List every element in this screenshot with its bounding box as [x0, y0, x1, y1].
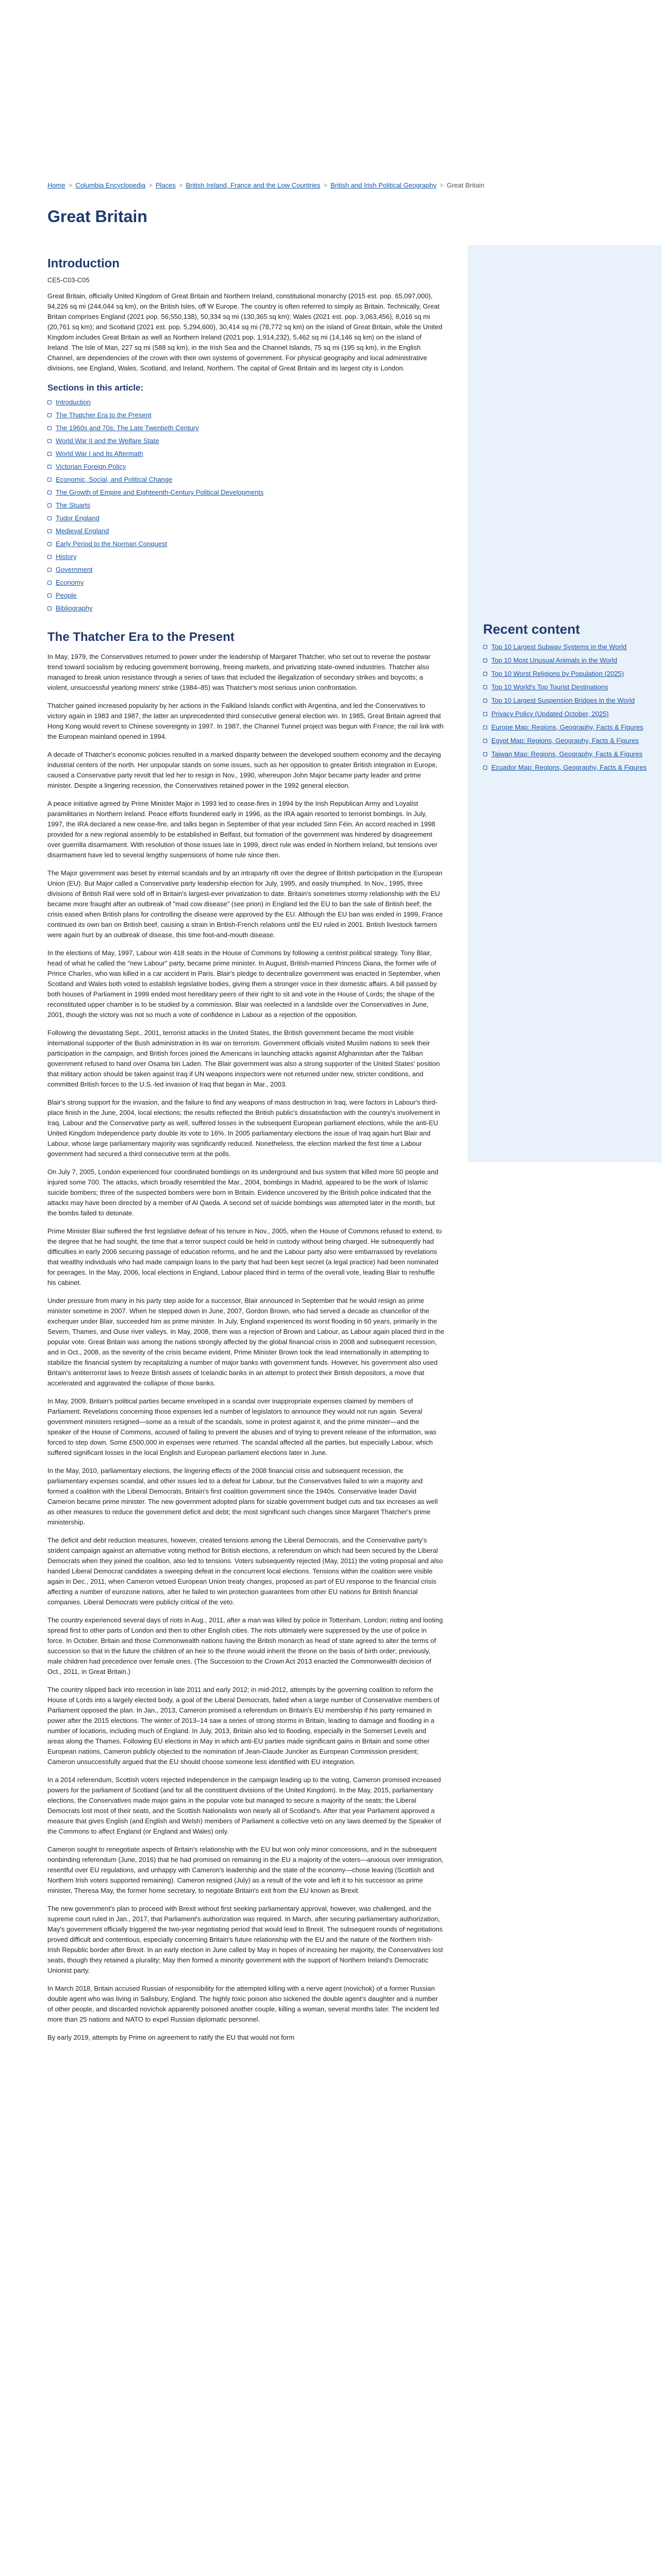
breadcrumb-separator: >	[323, 181, 327, 189]
table-of-contents	[47, 383, 444, 614]
bullet-icon	[47, 606, 52, 611]
bullet-icon	[47, 452, 52, 456]
toc-item	[47, 513, 444, 523]
breadcrumb-separator: >	[148, 181, 153, 189]
toc-link[interactable]: Government	[56, 566, 93, 573]
toc-item	[47, 500, 444, 511]
toc-list	[47, 397, 444, 614]
article-paragraph: By early 2019, attempts by Prime on agreement to ratify the EU that would not form	[47, 2033, 295, 2041]
recent-item	[483, 709, 653, 719]
introduction-section	[47, 257, 444, 374]
toc-link[interactable]: Victorian Foreign Policy	[56, 463, 126, 470]
article-code: CE5-C03-C05	[47, 276, 90, 284]
toc-link[interactable]: The Stuarts	[56, 501, 91, 509]
article-paragraph: Cameron sought to renegotiate aspects of Britain's relationship with the EU but won only minor concessions, and in the subsequent nonbinding referendum (June, 2016) that he had promised on remaining in the EU a majority of the voters—anxious over immigration, resentful over EU regulations, and unhappy with Cameron's leadership and the state of the economy—chose leaving (Scottish and Northern Irish voters supported remaining). Cameron resigned (July) as a result of the vote and left it to his successor as prime minister, Theresa May, the former home secretary, to negotiate Britain's exit from the EU known as Brexit.	[47, 1845, 444, 1894]
recent-item	[483, 763, 653, 772]
breadcrumb-home[interactable]: Home	[47, 181, 65, 189]
recent-item-link[interactable]: Top 10 World's Top Tourist Destinations	[491, 683, 608, 691]
recent-item-link[interactable]: Top 10 Most Unusual Animals in the World	[491, 656, 617, 664]
breadcrumb	[47, 180, 615, 191]
article-paragraph: In a 2014 referendum, Scottish voters rejected independence in the campaign leading up to the voting, Cameron promised increased powers for the parliament of Scotland (and for all the constituent divisions of the United Kingdom). In the May, 2015, parliamentary elections, the Conservatives made major gains in the popular vote but managed to secure a majority of the seats; the Liberal Democrats lost most of their seats, and the Scottish Nationalists won nearly all of Scotland's. After that year Parliament approved a measure that gives English (and English and Welsh) members of Parliament a collective veto on any laws deemed by the Speaker of the Commons to affect England (or England and Wales) only.	[47, 1776, 441, 1835]
recent-item-link[interactable]: Taiwan Map: Regions, Geography, Facts & Figures	[491, 750, 643, 758]
bullet-icon	[47, 400, 52, 404]
thatcher-era-section	[47, 628, 444, 2043]
article-paragraph: In March 2018, Britain accused Russian of responsibility for the attempted killing with a nerve agent (novichok) of a former Russian double agent who was living in Salisbury, England. The highly toxic poison also sickened the double agent's daughter and a number of other people, and discarded novichok apparently poisoned another couple, killing a woman, several months later. The incident led more than 25 nations and NATO to expel Russian diplomatic personnel.	[47, 1985, 439, 2023]
article-paragraph: The country slipped back into recession in late 2011 and early 2012; in mid-2012, attempts by the governing coalition to reform the House of Lords into a largely elected body, a goal of the Liberal Democrats, failed when a large number of Conservative members of Parliament opposed the plan. In Jan., 2013, Cameron promised a referendum on Britain's EU membership if his party remained in power after the 2015 elections. The winter of 2013–14 saw a series of strong storms in Britain, leading to damage and flooding in a number of locations, including much of England. In July, 2013, Britain also led to flooding, especially in the Somerset Levels and areas along the Thames. Following EU elections in May in which anti-EU parties made significant gains in Britain and some other European nations, Cameron publicly objected to the nomination of Jean-Claude Juncker as European Commission president; Cameron unsuccessfully argued that the EU should choose someone less identified with EU integration.	[47, 1686, 439, 1766]
article-paragraph: In May, 1979, the Conservatives returned to power under the leadership of Margaret Thatcher, who set out to reverse the postwar trend toward socialism by reducing government borrowing, freeing markets, and privatizing state-owned industries. Thatcher also managed to break union resistance through a series of laws that included the illegalization of secondary strikes and boycotts; a violent, unsuccessful yearlong miners' strike (1984–85) was Thatcher's most serious union confrontation.	[47, 653, 431, 691]
breadcrumb-separator: >	[178, 181, 183, 189]
breadcrumb-encyclopedia[interactable]: Columbia Encyclopedia	[75, 181, 146, 189]
bullet-icon	[47, 413, 52, 417]
bullet-icon	[47, 465, 52, 469]
bullet-icon	[47, 555, 52, 559]
toc-item	[47, 423, 444, 433]
bullet-icon	[483, 739, 487, 743]
bullet-icon	[483, 725, 487, 730]
article-paragraph: The new government's plan to proceed with Brexit without first seeking parliamentary approval, however, was challenged, and the supreme court ruled in Jan., 2017, that Parliament's authorization was required. In March, after securing parliamentary authorization, May's government officially triggered the two-year negotiating period that would lead to Brexit. The subsequent rounds of negotiations proved difficult and contentious, especially concerning Britain's future relationship with the EU and the nature of the Northern Irish-Irish Republic border after Brexit. In an early election in June called by May in hopes of increasing her majority, the Conservatives lost seats, though they retained a plurality; May then formed a minority government with the support of Northern Ireland's Democratic Unionist party.	[47, 1905, 443, 1974]
bullet-icon	[483, 645, 487, 649]
breadcrumb-region[interactable]: British Ireland, France and the Low Countries	[186, 181, 321, 189]
recent-item-link[interactable]: Ecuador Map: Regions, Geography, Facts & Figures	[491, 764, 647, 771]
article-paragraph: The Major government was beset by internal scandals and by an intraparty rift over the degree of British participation in the European Union (EU). But Major called a Conservative party leadership election for July, 1995, and easily triumphed. In Nov., 1995, three divisions of British Rail were sold off in Britain's largest-ever privatization to date. Britain's sometimes stormy relationship with the EU became more fraught after an outbreak of "mad cow disease" (see prion) in England led the EU to ban the sale of British beef; the crisis eased when British plans for controlling the disease were approved by the EU. Although the EU ban was ended in 1999, France continued its own ban on British beef, causing a strain in British-French relations until the EU ruled in 2001. British livestock farmers were again hurt by an outbreak of disease, this time foot-and-mouth disease.	[47, 869, 443, 939]
toc-link[interactable]: Economy	[56, 579, 84, 586]
toc-link[interactable]: Bibliography	[56, 604, 93, 612]
recent-content-list	[483, 642, 653, 772]
article-paragraph: In the May, 2010, parliamentary elections, the lingering effects of the 2008 financial crisis and subsequent recession, the parliamentary expenses scandal, and other issues led to a defeat for Labour, but the Conservatives failed to win a majority and formed a coalition with the Liberal Democrats, Britain's first coalition government since the 1940s. Conservative leader David Cameron became prime minister. The new government adopted plans for sizable government budget cuts and tax increases as well as other measures to reduce the government deficit and debt; the most significant such changes since Margaret Thatcher's prime ministership.	[47, 1467, 438, 1526]
breadcrumb-political-geography[interactable]: British and Irish Political Geography	[330, 181, 437, 189]
toc-item	[47, 436, 444, 446]
toc-item	[47, 397, 444, 408]
toc-link[interactable]: The Thatcher Era to the Present	[56, 411, 152, 419]
bullet-icon	[47, 581, 52, 585]
recent-item	[483, 696, 653, 705]
article-body	[47, 257, 444, 2050]
toc-item	[47, 487, 444, 498]
article-paragraph: In May, 2009, Britain's political parties became enveloped in a scandal over inappropriate expenses claimed by members of Parliament. Revelations concerning those expenses led a number of legislators to announce they would not run again. Several government ministers resigned—some as a result of the scandals, some in protest against it, and the prime minister—and the speaker of the House of Commons, accused of failing to prevent the abuses and of trying to prevent release of the information, was forced to step down. Some £500,000 in expenses were returned. The scandal affected all the parties, but especially Labour, which suffered significant losses in the local English and European parliament elections later in June.	[47, 1397, 437, 1456]
toc-link[interactable]: The Growth of Empire and Eighteenth-Century Political Developments	[56, 488, 264, 496]
toc-item	[47, 449, 444, 459]
article-paragraph: Following the devastating Sept., 2001, terrorist attacks in the United States, the British government became the most visible international supporter of the Bush administration in its war on terrorism. Government officials visited Muslim nations to seek their participation in the campaign, and British forces joined the Americans in launching attacks against Afghanistan after the Taliban government refused to hand over Osama bin Laden. The Blair government was also a strong supporter of the United States' position that military action should be taken against Iraq if UN weapons inspectors were not returned under new, stricter conditions, and committed British forces to the U.S.-led invasion of Iraq that began in Mar., 2003.	[47, 1029, 440, 1088]
toc-heading: Sections in this article:	[47, 383, 144, 393]
article-paragraph: Blair's strong support for the invasion, and the failure to find any weapons of mass destruction in Iraq, were factors in Labour's third-place finish in the June, 2004, local elections; the results reflected the British public's dissatisfaction with the country's involvement in Iraq. Labour and the Conservative party as well, suffered losses in the subsequent European parliament elections, while the anti-EU United Kingdom Independence party double its vote to 16%. In 2005 parliamentary elections the issue of Iraq again hurt Blair and Labour, whose large parliamentary majority was significantly reduced. Nonetheless, the election marked the first time a Labour government had secured a third consecutive term at the polls.	[47, 1098, 440, 1158]
toc-link[interactable]: Early Period to the Norman Conquest	[56, 540, 168, 548]
toc-item	[47, 552, 444, 562]
recent-item	[483, 642, 653, 652]
toc-link[interactable]: History	[56, 553, 77, 561]
article-paragraph: A peace initiative agreed by Prime Minister Major in 1993 led to cease-fires in 1994 by the Irish Republican Army and Loyalist paramilitaries in Northern Ireland. Peace efforts foundered early in 1996, as the IRA again resorted to terrorist bombings. In July, 1997, the IRA declared a new cease-fire, and talks began in September of that year included Sinn Féin. An accord reached in 1998 provided for a new regional assembly to be established in Belfast, but formation of the government was hindered by disagreement over guerrilla disarmament. With resolution of those issues late in 1999, direct rule was ended in Northern Ireland, but tensions over disarmament have led to several lengthy suspensions of home rule since then.	[47, 800, 438, 859]
toc-link[interactable]: World War I and Its Aftermath	[56, 450, 143, 457]
bullet-icon	[47, 426, 52, 430]
toc-link[interactable]: People	[56, 591, 77, 599]
recent-item	[483, 656, 653, 665]
breadcrumb-separator: >	[439, 181, 444, 189]
article-paragraph: On July 7, 2005, London experienced four coordinated bombings on its underground and bus system that killed more 50 people and injured some 700. The attacks, which broadly resembled the Mar., 2004, bombings in Madrid, appeared to be the work of Islamic suicide bombers; three of the suspected bombers were born in Britain. Evidence uncovered by the British police indicated that the attacks may have been directed by a member of Al Qaeda. A second set of suicide bombings was attempted later in the month, but the bombs failed to detonate.	[47, 1168, 439, 1217]
toc-link[interactable]: Medieval England	[56, 527, 109, 535]
article-paragraph: In the elections of May, 1997, Labour won 418 seats in the House of Commons by following a centrist political strategy. Tony Blair, head of what he called the "new Labour" party, became prime minister. In August, British-married Princess Diana, the former wife of Prince Charles, who was killed in a car accident in Paris. Blair's pledge to decentralize government was enacted in September, when Scotland and Wales both voted to establish legislative bodies, giving them a stronger voice in their domestic affairs. A bill passed by both houses of Parliament in 1999 ended most hereditary peers of their right to sit and vote in the House of Lords; the shape of the reconstituted upper chamber is to be studied by a commission. Blair was reelected in a landslide over the Conservatives in June, 2001, though the victory was not so much a vote of confidence in Labour as a rejection of the opposition.	[47, 949, 440, 1019]
toc-item	[47, 474, 444, 485]
bullet-icon	[483, 766, 487, 770]
article-paragraph: Thatcher gained increased popularity by her actions in the Falkland Islands conflict with Argentina, and led the Conservatives to victory again in 1983 and 1987, the latter an unprecedented third consecutive general election win. In 1985, Great Britain agreed that Hong Kong would revert to Chinese sovereignty in 1997. In 1987, the Channel Tunnel project was begun with France; the rail link with the European mainland opened in 1994.	[47, 702, 444, 740]
recent-item-link[interactable]: Top 10 Largest Suspension Bridges in the World	[491, 697, 635, 704]
article-paragraph: Prime Minister Blair suffered the first legislative defeat of his tenure in Nov., 2005, when the House of Commons refused to extend, to the degree that he had sought, the time that a terror suspect could be held in custody without being charged. He subsequently had difficulties in early 2006 securing passage of education reforms, and he and the Labour party also were embarrassed by revelations that wealthy individuals who had made campaign loans to the party that had been kept secret (a legal practice) had been nominated for peerages. In the May, 2006, local elections in England, Labour placed third in terms of the overall vote, leading Blair to reshuffle his cabinet.	[47, 1227, 442, 1286]
toc-link[interactable]: Introduction	[56, 398, 91, 406]
toc-item	[47, 578, 444, 588]
breadcrumb-places[interactable]: Places	[155, 181, 176, 189]
toc-item	[47, 410, 444, 420]
recent-item-link[interactable]: Egypt Map: Regions, Geography, Facts & Figures	[491, 737, 639, 744]
sidebar	[468, 245, 661, 1162]
bullet-icon	[47, 542, 52, 546]
article-paragraph: The deficit and debt reduction measures, however, created tensions among the Liberal Democrats, and the Conservative party's strident campaign against an alternative voting method for British elections, a referendum on which had been secured by the Liberal Democrats when they joined the coalition, also led to tensions. Voters subsequently rejected (May, 2011) the voting proposal and also handed Liberal Democrat candidates a sweeping defeat in the concurrent local elections. Tensions within the coalition were visible again in Dec., 2011, when Cameron vetoed European Union treaty changes, proposed as part of EU response to the financial crisis affecting a number of eurozone nations, after he failed to win protection guarantees from other EU nations for British financial companies. Liberal Democrats were publicly critical of the veto.	[47, 1536, 443, 1606]
bullet-icon	[47, 516, 52, 520]
introduction-paragraph: Great Britain, officially United Kingdom of Great Britain and Northern Ireland, constitutional monarchy (2015 est. pop. 65,097,000), 94,226 sq mi (244,044 sq km), on the British Isles, off W Europe. The country is often referred to simply as Britain. Technically, Great Britain comprises England (2021 pop. 56,550,138), 50,334 sq mi (130,365 sq km); Wales (2021 est. pop. 3,063,456), 8,016 sq mi (20,761 sq km); and Scotland (2021 est. pop. 5,294,600), 30,414 sq mi (78,772 sq km) on the island of Great Britain, while the United Kingdom includes Great Britain as well as Northern Ireland (2021 pop. 1,914,232), 5,462 sq mi (14,146 sq km) on the island of Ireland. The Isle of Man, 227 sq mi (588 sq km), in the Irish Sea and the Channel Islands, 75 sq mi (195 sq km), in the English Channel, are dependencies of the crown with their own systems of government. For physical geography and local administrative divisions, see England, Wales, Scotland, and Ireland, Northern. The capital of Great Britain and its largest city is London.	[47, 292, 442, 372]
bullet-icon	[483, 672, 487, 676]
recent-item	[483, 723, 653, 732]
bullet-icon	[47, 529, 52, 533]
recent-item	[483, 736, 653, 745]
bullet-icon	[483, 712, 487, 716]
recent-item	[483, 683, 653, 692]
breadcrumb-separator: >	[68, 181, 73, 189]
bullet-icon	[483, 752, 487, 756]
bullet-icon	[47, 439, 52, 443]
introduction-heading: Introduction	[47, 257, 120, 270]
recent-item	[483, 669, 653, 679]
recent-content-heading: Recent content	[483, 621, 580, 637]
toc-item	[47, 590, 444, 601]
bullet-icon	[47, 568, 52, 572]
bullet-icon	[483, 685, 487, 689]
article-paragraph: A decade of Thatcher's economic policies resulted in a marked disparity between the developed southern economy and the decaying industrial centers of the north. Her unpopular stands on some issues, such as her opposition to greater British integration in Europe, caused a Conservative party revolt that led her to resign in Nov., 1990, whereupon John Major became party leader and prime minister. Despite a lingering recession, the Conservatives retained power in the 1992 general election.	[47, 751, 441, 789]
article-paragraph: Under pressure from many in his party step aside for a successor, Blair announced in September that he would resign as prime minister sometime in 2007. When he stepped down in June, 2007, Gordon Brown, who had served a decade as chancellor of the exchequer under Blair, succeeded him as prime minister. In July, England experienced its worst flooding in 60 years, primarily in the Severn, Thames, and Ouse river valleys. In May, 2008, there was a rejection of Brown and Labour, as Labour again placed third in the popular vote. Great Britain was among the nations strongly affected by the global financial crisis in 2008 and subsequent recession, and in Oct., 2008, as the severity of the crisis became evident, Prime Minister Brown took the lead internationally in attempting to stabilize the financial system by recapitalizing a number of major banks with government funds. However, his government also used Britain's antiterrorist laws to freeze British assets of Icelandic banks in an attempt to protect their British depositors, a move that accelerated and aggravated the collapse of those banks.	[47, 1297, 444, 1387]
bullet-icon	[47, 478, 52, 482]
recent-item	[483, 750, 653, 759]
article-paragraph: The country experienced several days of riots in Aug., 2011, after a man was killed by police in Tottenham, London; rioting and looting spread first to other parts of London and then to other English cities. The riots ultimately were suppressed by the use of police in force. In October, Britain and those Commonwealth nations having the British monarch as head of state agreed to alter the terms of succession so that in the future the children of an heir to the throne would inherit the throne on the basis of birth order; previously, male children had precedence over female ones. (The Succession to the Crown Act 2013 enacted the Commonwealth decision of Oct., 2011, in Great Britain.)	[47, 1616, 443, 1675]
toc-item	[47, 539, 444, 549]
bullet-icon	[47, 490, 52, 495]
recent-item-link[interactable]: Top 10 Largest Subway Systems in the World	[491, 643, 627, 651]
bullet-icon	[47, 594, 52, 598]
breadcrumb-current: Great Britain	[446, 181, 485, 189]
recent-item-link[interactable]: Europe Map: Regions, Geography, Facts & Figures	[491, 723, 643, 731]
thatcher-era-heading: The Thatcher Era to the Present	[47, 630, 235, 644]
toc-item	[47, 526, 444, 536]
recent-item-link[interactable]: Privacy Policy (Updated October, 2025)	[491, 710, 609, 718]
bullet-icon	[483, 658, 487, 663]
toc-item	[47, 462, 444, 472]
bullet-icon	[47, 503, 52, 507]
page-title: Great Britain	[47, 207, 147, 226]
toc-item	[47, 603, 444, 614]
toc-link[interactable]: World War II and the Welfare State	[56, 437, 159, 445]
toc-link[interactable]: Tudor England	[56, 514, 100, 522]
bullet-icon	[483, 699, 487, 703]
toc-link[interactable]: Economic, Social, and Political Change	[56, 476, 173, 483]
toc-item	[47, 565, 444, 575]
toc-link[interactable]: The 1960s and 70s: The Late Twentieth Century	[56, 424, 199, 432]
recent-item-link[interactable]: Top 10 Worst Religions by Population (2025)	[491, 670, 624, 677]
recent-content	[483, 621, 653, 776]
